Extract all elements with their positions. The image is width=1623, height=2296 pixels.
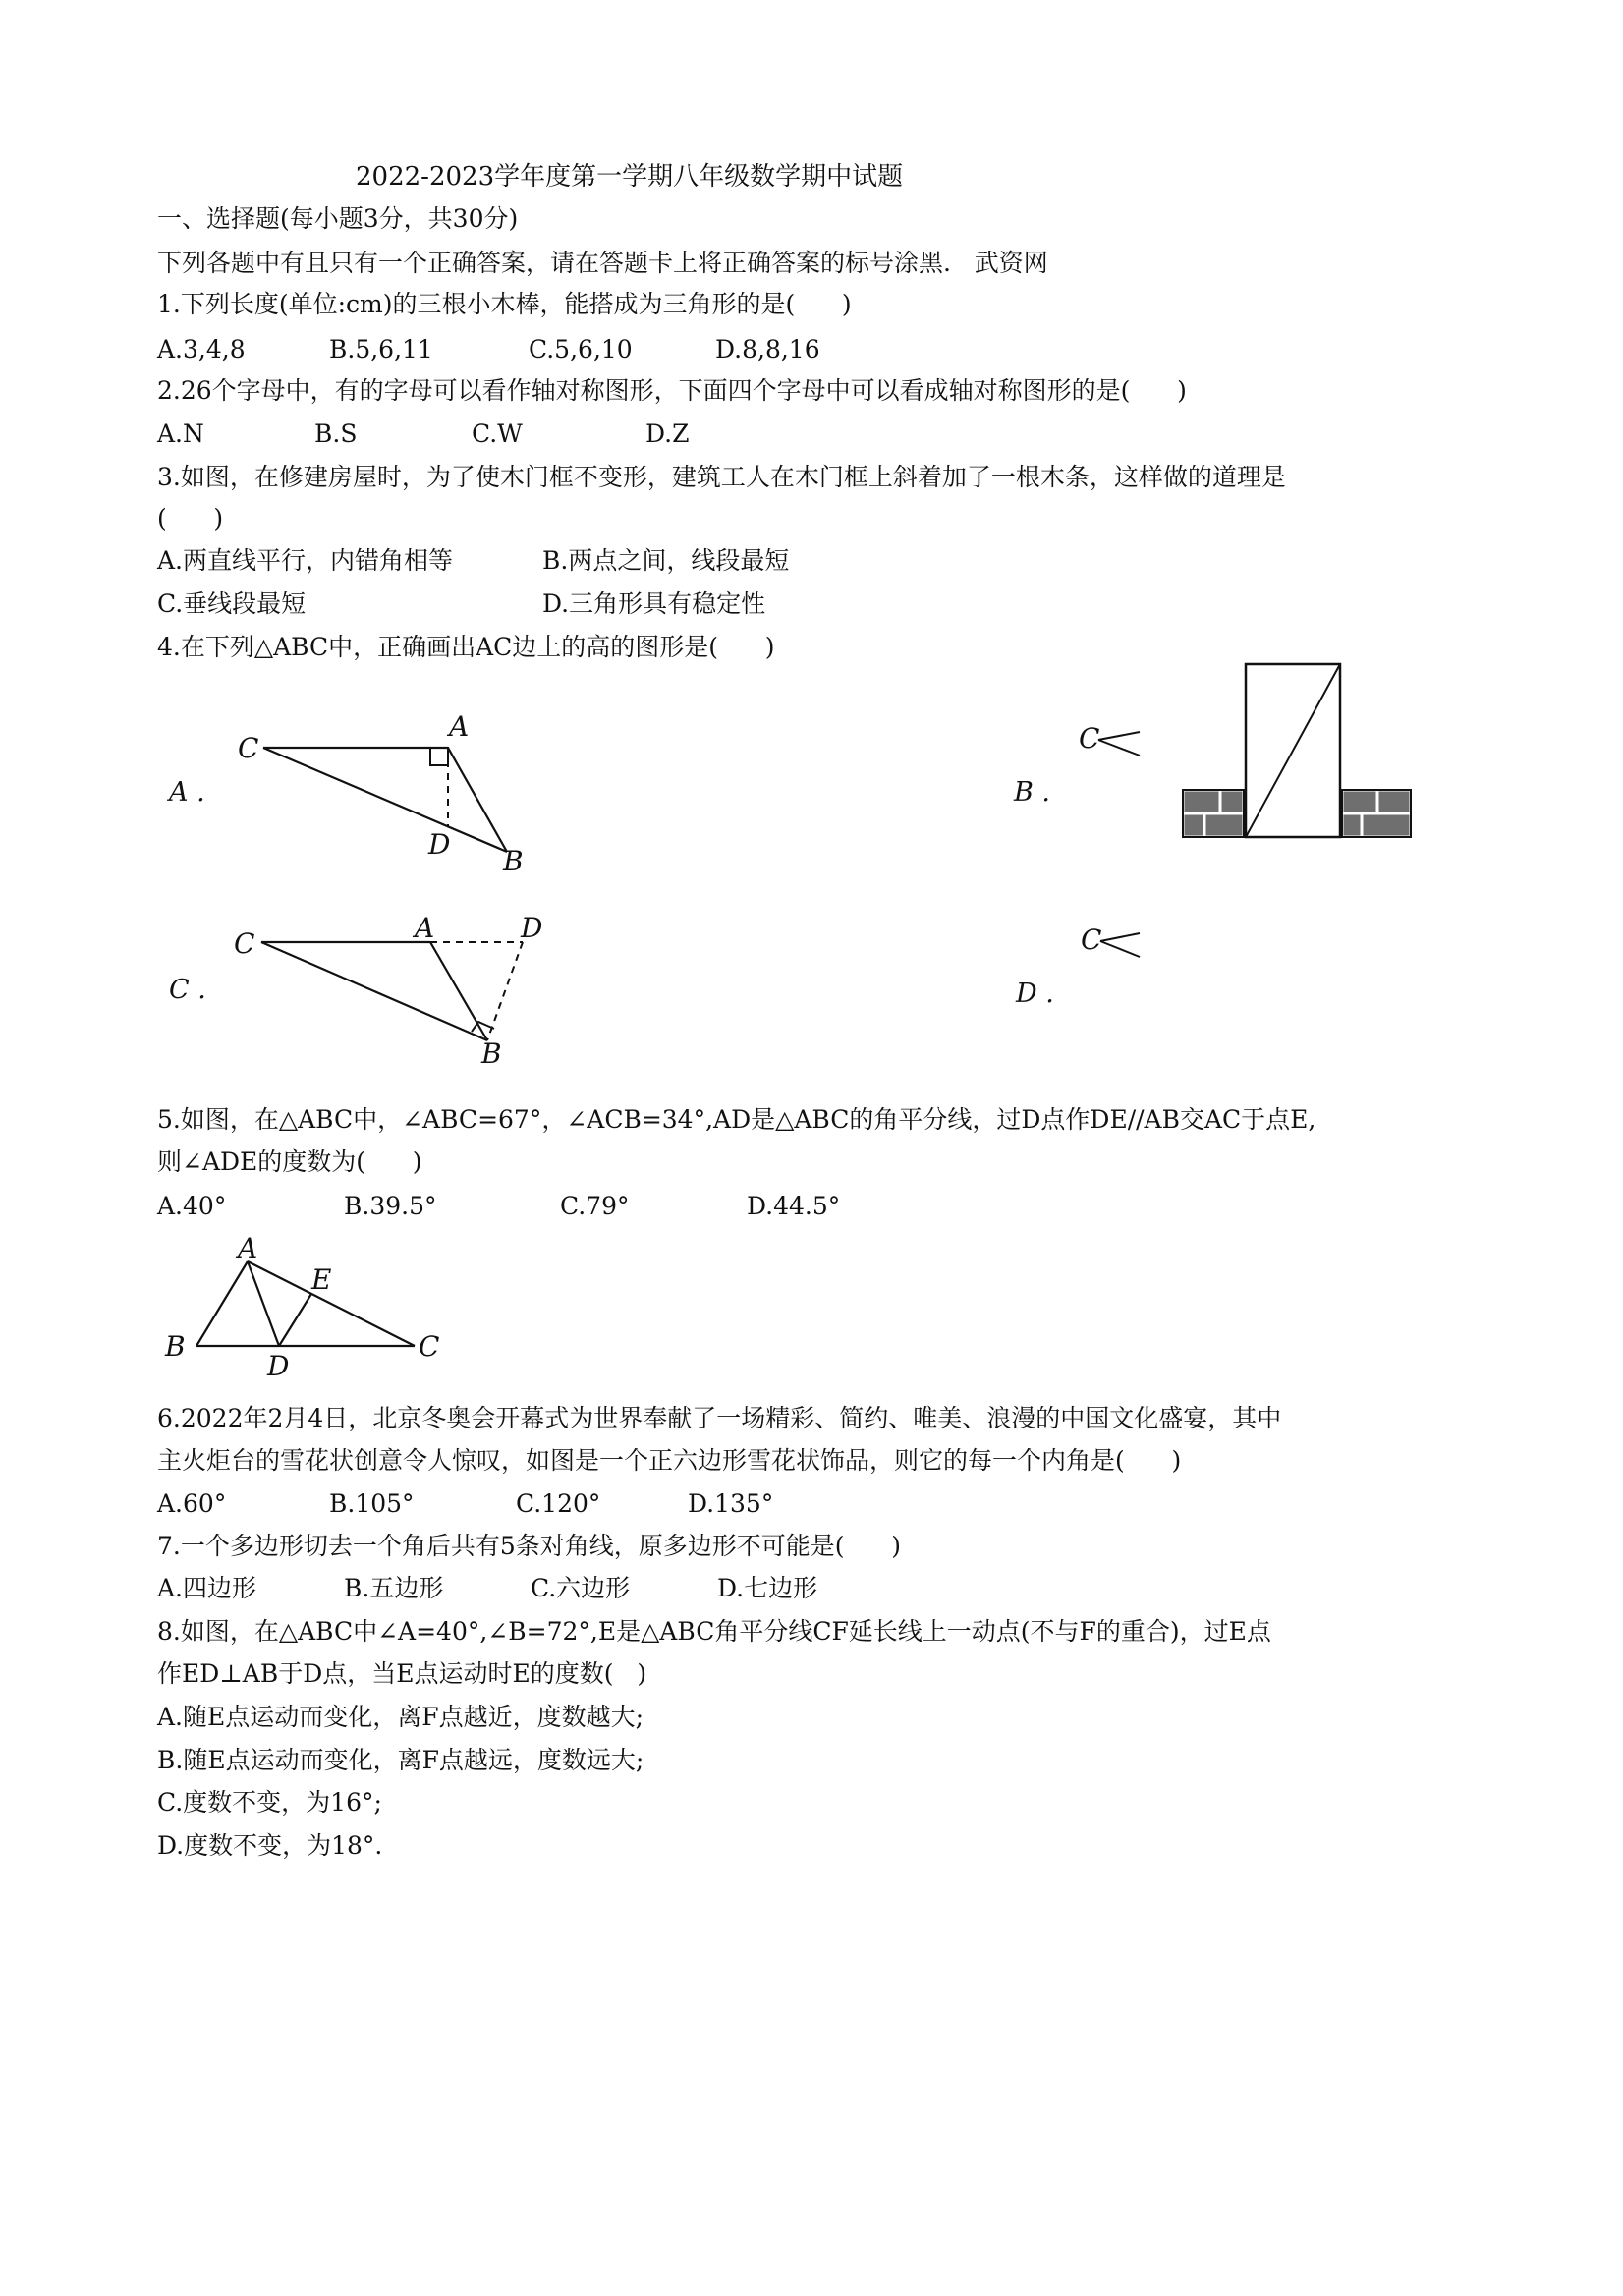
- q5-stem-line1: 5.如图，在△ABC中，∠ABC=67°，∠ACB=34°,AD是△ABC的角平分线，过D点作DE//AB交AC于点E,: [157, 1105, 1316, 1134]
- q4-c-point-a: A: [415, 912, 435, 944]
- q4-a-point-c: C: [238, 732, 259, 764]
- q1-stem: 1.下列长度(单位:cm)的三根小木棒，能搭成为三角形的是( ): [157, 290, 852, 318]
- q2-option-b: B.S: [314, 420, 358, 448]
- q3-stem-line1: 3.如图，在修建房屋时，为了使木门框不变形，建筑工人在木门框上斜着加了一根木条，这样做的道理是: [157, 463, 1286, 491]
- q5-point-e: E: [311, 1263, 332, 1296]
- q7-stem: 7.一个多边形切去一个角后共有5条对角线，原多边形不可能是( ): [157, 1532, 901, 1560]
- q1-option-d: D.8,8,16: [715, 335, 820, 364]
- q2-option-c: C.W: [472, 420, 523, 448]
- q2-stem: 2.26个字母中，有的字母可以看作轴对称图形，下面四个字母中可以看成轴对称图形的是( ): [157, 376, 1187, 405]
- q5-option-d: D.44.5°: [747, 1192, 841, 1220]
- q4-a-point-d: D: [428, 828, 451, 861]
- q8-stem-line1: 8.如图，在△ABC中∠A=40°,∠B=72°,E是△ABC角平分线CF延长线上一动点(不与F的重合)，过E点: [157, 1617, 1271, 1646]
- q5-option-a: A.40°: [157, 1192, 227, 1220]
- q6-stem-line2: 主火炬台的雪花状创意令人惊叹，如图是一个正六边形雪花状饰品，则它的每一个内角是( ): [157, 1446, 1182, 1475]
- q4-a-point-a: A: [449, 710, 470, 743]
- q1-option-a: A.3,4,8: [157, 335, 246, 364]
- q4-c-point-b: B: [481, 1037, 502, 1070]
- q5-option-c: C.79°: [560, 1192, 630, 1220]
- q3-option-a: A.两直线平行，内错角相等: [157, 546, 454, 575]
- section-header: 一、选择题(每小题3分，共30分): [157, 204, 519, 233]
- q5-stem-line2: 则∠ADE的度数为( ): [157, 1148, 422, 1176]
- q5-option-b: B.39.5°: [344, 1192, 437, 1220]
- q4-c-point-d: D: [521, 912, 543, 944]
- q5-point-c: C: [419, 1330, 440, 1363]
- q4-figure-d-option-label: D .: [1016, 979, 1054, 1009]
- q3-option-b: B.两点之间，线段最短: [542, 546, 790, 575]
- q5-point-d: D: [267, 1350, 290, 1382]
- q7-option-d: D.七边形: [717, 1574, 818, 1602]
- q6-option-d: D.135°: [688, 1489, 774, 1518]
- q3-option-d: D.三角形具有稳定性: [542, 589, 766, 618]
- q5-point-a: A: [238, 1232, 258, 1264]
- q1-option-b: B.5,6,11: [329, 335, 433, 364]
- q6-option-b: B.105°: [329, 1489, 415, 1518]
- q4-c-point-c: C: [234, 927, 255, 960]
- q8-option-a: A.随E点运动而变化，离F点越近，度数越大;: [157, 1703, 644, 1731]
- q4-figure-d: [1002, 914, 1140, 1032]
- q4-a-point-b: B: [503, 845, 524, 877]
- q5-triangle-figure: [157, 1228, 452, 1385]
- q3-door-frame-figure: [1179, 658, 1415, 855]
- q8-option-b: B.随E点运动而变化，离F点越远，度数远大;: [157, 1746, 644, 1774]
- page-title: 2022-2023学年度第一学期八年级数学期中试题: [356, 162, 904, 192]
- q3-option-c: C.垂线段最短: [157, 589, 307, 618]
- q6-stem-line1: 6.2022年2月4日，北京冬奥会开幕式为世界奉献了一场精彩、简约、唯美、浪漫的中国文化盛宴，其中: [157, 1404, 1282, 1432]
- q4-stem: 4.在下列△ABC中，正确画出AC边上的高的图形是( ): [157, 633, 775, 661]
- q4-figure-c: [157, 904, 570, 1086]
- q2-option-a: A.N: [157, 420, 204, 448]
- q6-option-c: C.120°: [516, 1489, 601, 1518]
- q6-option-a: A.60°: [157, 1489, 227, 1518]
- q4-b-point-c: C: [1079, 722, 1100, 755]
- q7-option-a: A.四边形: [157, 1574, 257, 1602]
- q8-option-c: C.度数不变，为16°;: [157, 1788, 382, 1817]
- q4-figure-c-option-label: C .: [169, 975, 206, 1005]
- q8-option-d: D.度数不变，为18°.: [157, 1831, 383, 1860]
- q1-option-c: C.5,6,10: [529, 335, 633, 364]
- q2-option-d: D.Z: [645, 420, 690, 448]
- q4-figure-b: [1002, 712, 1140, 830]
- q3-stem-line2: ( ): [157, 504, 224, 532]
- q7-option-b: B.五边形: [344, 1574, 444, 1602]
- q5-point-b: B: [165, 1330, 186, 1363]
- q4-figure-a-option-label: A .: [169, 777, 205, 808]
- q4-figure-a: [157, 702, 570, 889]
- q7-option-c: C.六边形: [531, 1574, 631, 1602]
- section-instruction: 下列各题中有且只有一个正确答案，请在答题卡上将正确答案的标号涂黑. 武资网: [157, 249, 1048, 277]
- q8-stem-line2: 作ED⊥AB于D点，当E点运动时E的度数( ): [157, 1659, 647, 1688]
- q4-figure-b-option-label: B .: [1014, 777, 1051, 808]
- q4-d-point-c: C: [1081, 924, 1102, 956]
